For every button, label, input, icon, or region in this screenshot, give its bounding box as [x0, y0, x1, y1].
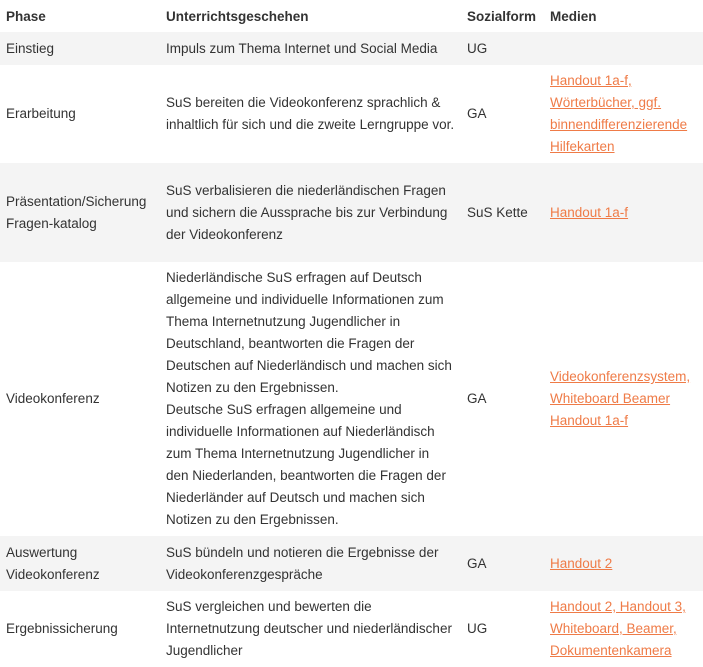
media-link[interactable]: Handout 1a-f: [550, 413, 629, 428]
table-row: [0, 591, 703, 667]
cell-unterrichtsgeschehen: SuS bereiten die Videokonferenz sprachlich & inhaltlich für sich und die zweite Lerngruppe vor.: [160, 65, 461, 163]
media-link[interactable]: Handout 1a-f: [550, 204, 629, 220]
header-unterrichtsgeschehen: Unterrichtsgeschehen: [160, 0, 461, 32]
media-link[interactable]: Handout 1a-f, Wörterbücher, ggf. binnendifferenzierende Hilfekarten: [550, 73, 688, 154]
cell-sozialform: GA: [461, 536, 544, 591]
media-link[interactable]: Handout 2: [550, 555, 613, 571]
paragraph: Niederländische SuS erfragen auf Deutsch allgemeine und individuelle Informationen zum Thema Internetnutzung Jugendlicher in Deutschland, beantworten die Fragen der Deutschen auf Niederländisch und machen sich Notizen zu den Ergebnissen.: [166, 270, 452, 395]
cell-medien: [544, 262, 703, 536]
media-link[interactable]: Videokonferenzsystem, Whiteboard Beamer: [550, 369, 691, 406]
table-row: [0, 32, 703, 65]
media-link[interactable]: Handout 2, Handout 3, Whiteboard, Beamer, Dokumentenkamera: [550, 599, 686, 658]
cell-sozialform: UG: [461, 32, 544, 65]
cell-unterrichtsgeschehen: [160, 262, 461, 536]
table-row: [0, 163, 703, 262]
cell-unterrichtsgeschehen: SuS verbalisieren die niederländischen Fragen und sichern die Aussprache bis zur Verbindung der Videokonferenz: [160, 163, 461, 262]
cell-sozialform: SuS Kette: [461, 163, 544, 262]
table-row: [0, 65, 703, 163]
table-row: [0, 262, 703, 536]
header-phase: Phase: [0, 0, 160, 32]
cell-medien: [544, 32, 703, 65]
cell-phase: Erarbeitung: [0, 65, 160, 163]
cell-medien: [544, 65, 703, 163]
cell-medien: [544, 591, 703, 667]
cell-unterrichtsgeschehen: Impuls zum Thema Internet und Social Media: [160, 32, 461, 65]
cell-medien: [544, 536, 703, 591]
cell-phase: Präsentation/Sicherung Fragen-katalog: [0, 163, 160, 262]
cell-phase: Einstieg: [0, 32, 160, 65]
header-sozialform: Sozialform: [461, 0, 544, 32]
cell-phase: Ergebnissicherung: [0, 591, 160, 667]
table-header-row: [0, 0, 703, 32]
cell-sozialform: GA: [461, 262, 544, 536]
cell-sozialform: GA: [461, 65, 544, 163]
cell-medien: [544, 163, 703, 262]
table-row: [0, 536, 703, 591]
cell-phase: Videokonferenz: [0, 262, 160, 536]
paragraph: Deutsche SuS erfragen allgemeine und individuelle Informationen auf Niederländisch zum Thema Internetnutzung Jugendlicher in den Niederlanden, beantworten die Fragen der Niederländer auf Deutsch und machen sich Notizen zu den Ergebnissen.: [166, 402, 446, 527]
cell-unterrichtsgeschehen: SuS vergleichen und bewerten die Internetnutzung deutscher und niederländischer Jugendlicher: [160, 591, 461, 667]
cell-sozialform: UG: [461, 591, 544, 667]
header-medien: Medien: [544, 0, 703, 32]
cell-phase: Auswertung Videokonferenz: [0, 536, 160, 591]
cell-unterrichtsgeschehen: SuS bündeln und notieren die Ergebnisse der Videokonferenzgespräche: [160, 536, 461, 591]
